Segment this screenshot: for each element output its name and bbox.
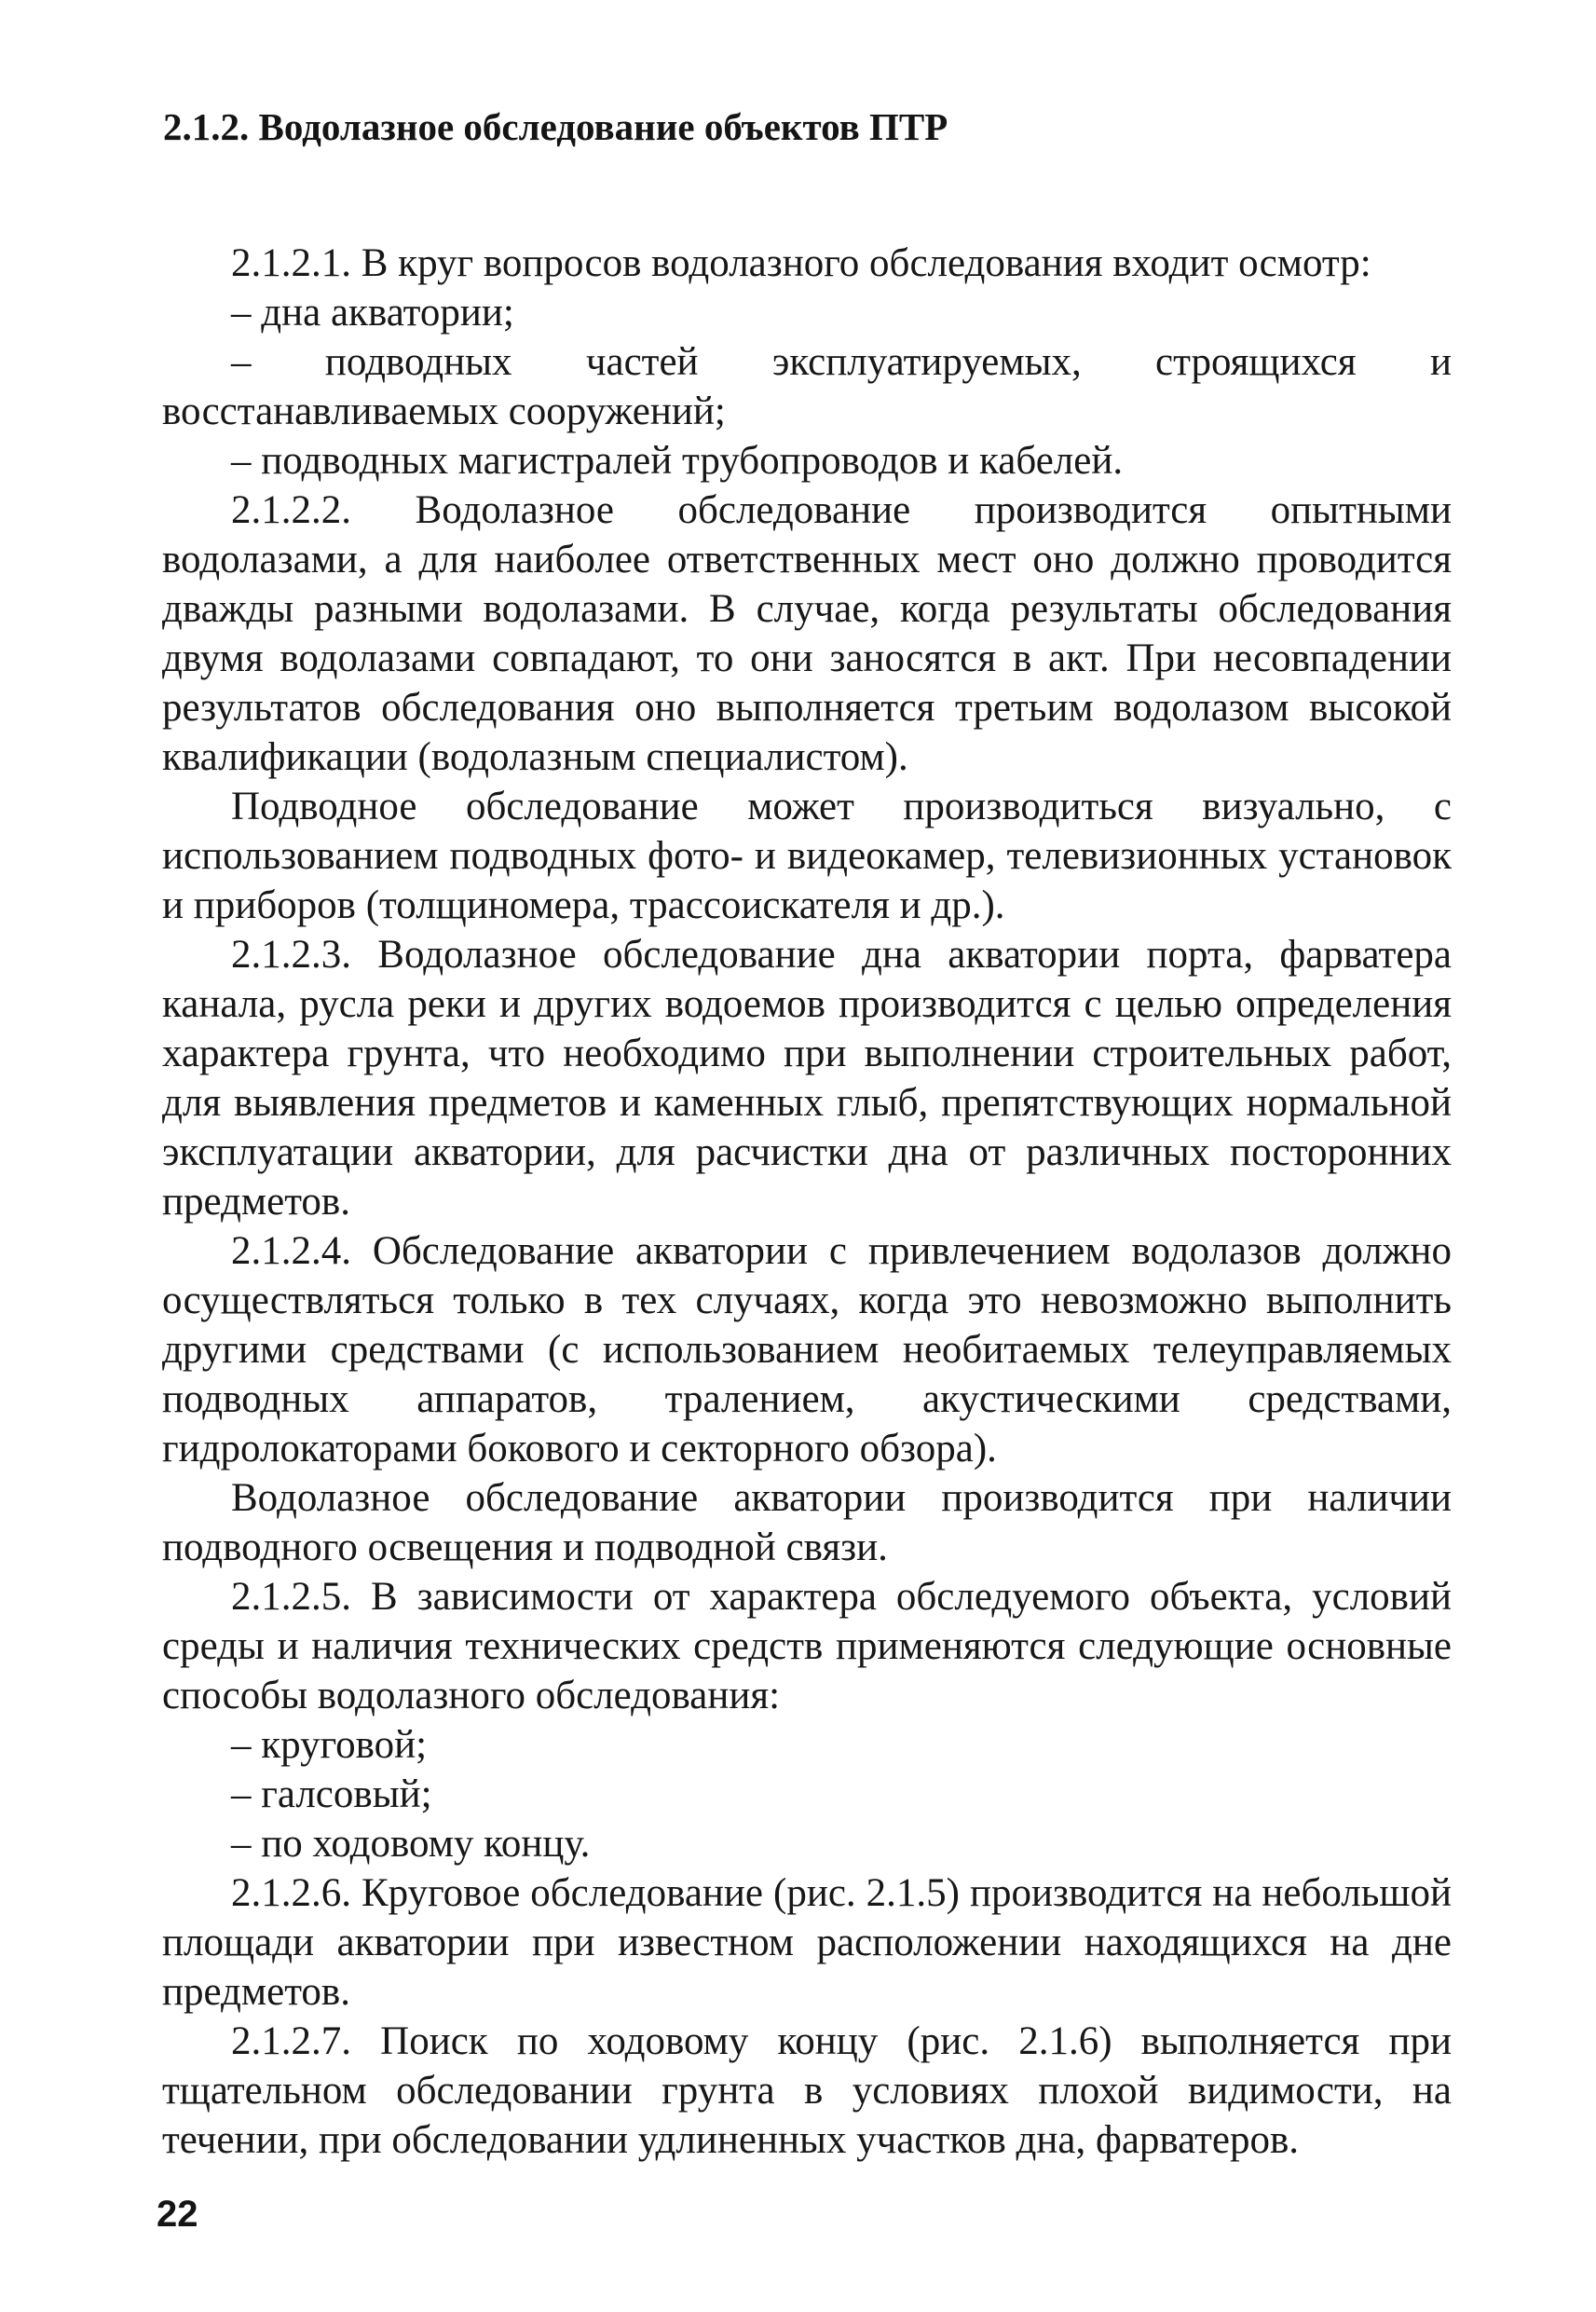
paragraph-2-1-2-6: 2.1.2.6. Круговое обследование (рис. 2.1.5) производится на небольшой площади акватории при известном расположении находящихся на дне предметов. — [162, 1871, 1452, 2014]
paragraph-2-1-2-1: 2.1.2.1. В круг вопросов водолазного обследования входит осмотр: — [231, 241, 1371, 285]
paragraph-2-1-2-2: 2.1.2.2. Водолазное обследование производится опытными водолазами, а для наиболее ответственных мест оно должно проводится дважды разными водолазами. В случае, когда результаты обследования двумя водолазами совпадают, то они заносятся в акт. При несовпадении результатов обследования оно выполняется третьим водолазом высокой квалификации (водолазным специалистом). — [162, 488, 1452, 779]
list-item-tack: – галсовый; — [231, 1772, 432, 1816]
body-text — [162, 239, 1452, 2165]
paragraph-2-1-2-3: 2.1.2.3. Водолазное обследование дна акватории порта, фарватера канала, русла реки и других водоемов производится с целью определения характера грунта, что необходимо при выполнении строительных работ, для выявления предметов и каменных глыб, препятствующих нормальной эксплуатации акватории, для расчистки дна от различных посторонних предметов. — [162, 933, 1452, 1224]
paragraph-underwater-survey: Подводное обследование может производиться визуально, с использованием подводных фото- и видеокамер, телевизионных установок и приборов (толщиномера, трассоискателя и др.). — [162, 785, 1452, 927]
paragraph-2-1-2-4: 2.1.2.4. Обследование акватории с привлечением водолазов должно осуществляться только в тех случаях, когда это невозможно выполнить другими средствами (с использованием необитаемых телеуправляемых подводных аппаратов, тралением, акустическими средствами, гидролокаторами бокового и секторного обзора). — [162, 1229, 1452, 1471]
paragraph-lighting-and-communication: Водолазное обследование акватории производится при наличии подводного освещения и подводной связи. — [162, 1476, 1452, 1569]
list-item-circular: – круговой; — [231, 1723, 428, 1767]
list-item-pipelines: – подводных магистралей трубопроводов и кабелей. — [231, 439, 1124, 483]
paragraph-2-1-2-7: 2.1.2.7. Поиск по ходовому концу (рис. 2.1.6) выполняется при тщательном обследовании грунта в условиях плохой видимости, на течении, при обследовании удлиненных участков дна, фарватеров. — [162, 2019, 1452, 2162]
list-item-structures: – подводных частей эксплуатируемых, строящихся и восстанавливаемых сооружений; — [162, 340, 1452, 433]
paragraph-2-1-2-5: 2.1.2.5. В зависимости от характера обследуемого объекта, условий среды и наличия технических средств применяются следующие основные способы водолазного обследования: — [162, 1575, 1452, 1717]
list-item-guide-line: – по ходовому концу. — [231, 1822, 591, 1866]
section-heading: 2.1.2. Водолазное обследование объектов ПТР — [163, 105, 948, 148]
page-number: 22 — [157, 2194, 198, 2235]
list-item-seabed: – дна акватории; — [231, 291, 514, 335]
